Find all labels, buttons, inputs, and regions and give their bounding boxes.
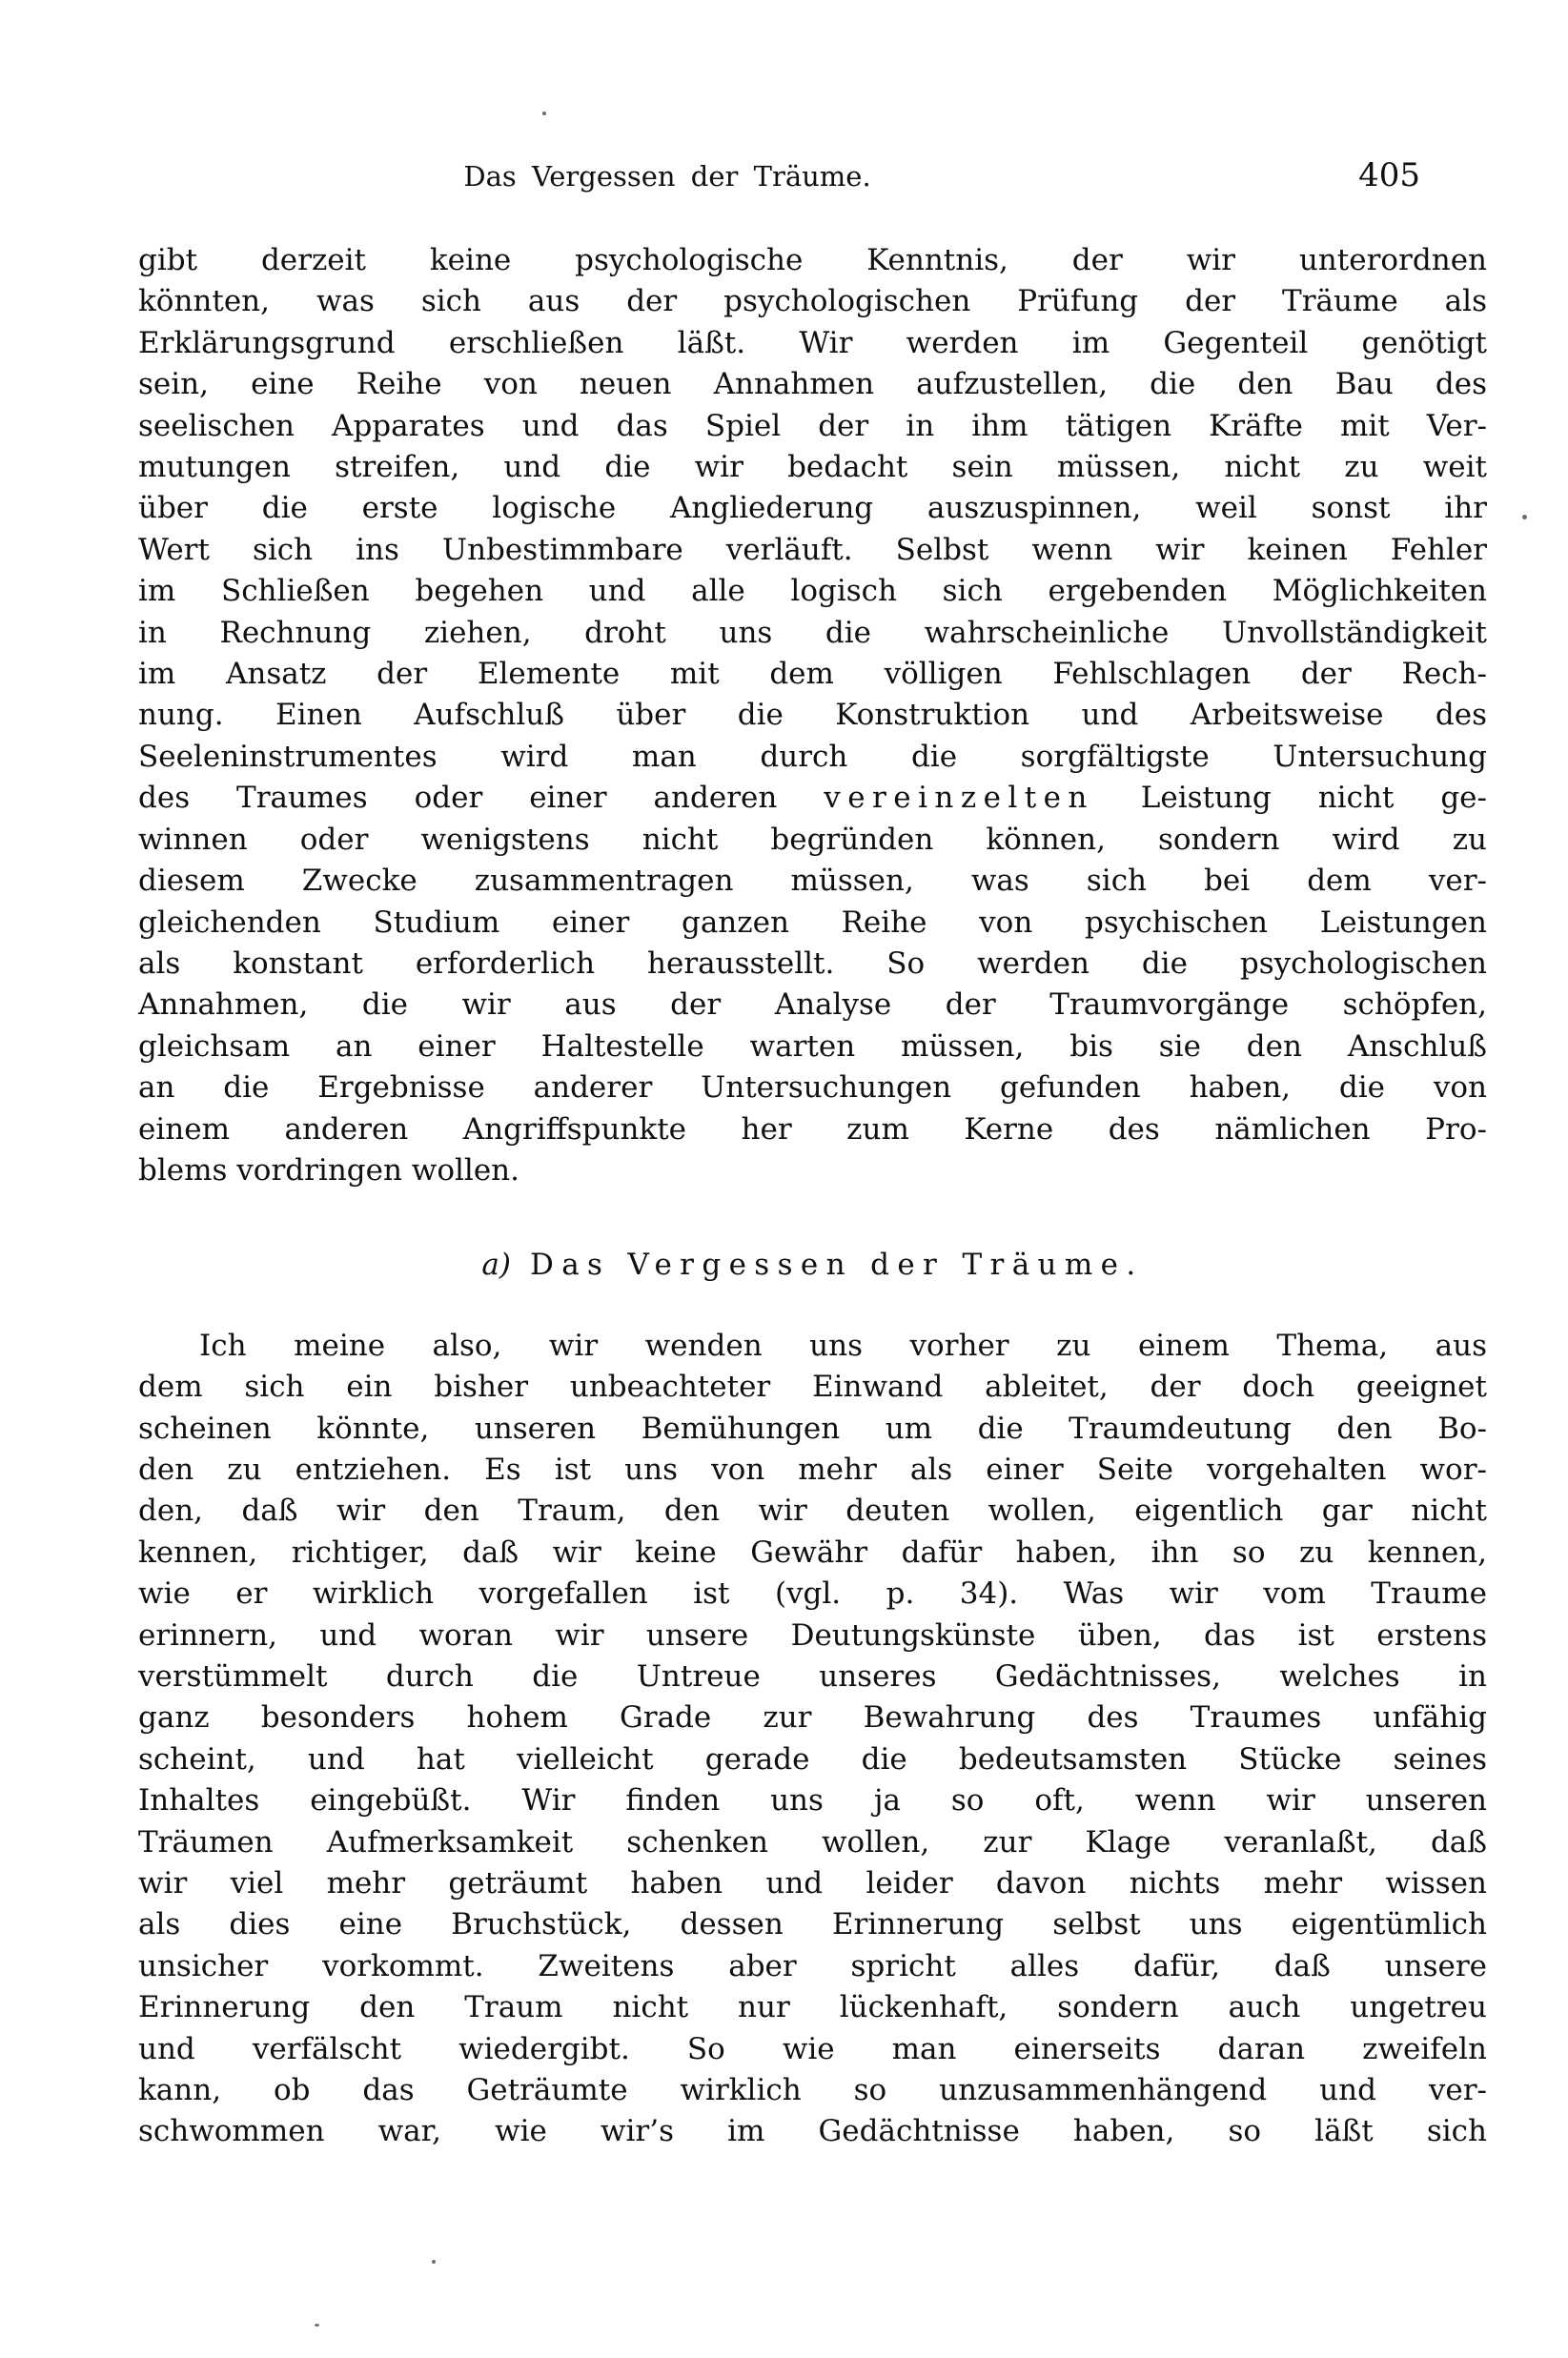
text-line: scheint, und hat vielleicht gerade die bedeutsamsten Stücke seines <box>138 1741 1487 1777</box>
text-line: mutungen streifen, und die wir bedacht sein müssen, nicht zu weit <box>138 450 1487 485</box>
text-line: Inhaltes eingebüßt. Wir finden uns ja so oft, wenn wir unseren <box>138 1783 1487 1819</box>
text-line: wir viel mehr geträumt haben und leider davon nichts mehr wissen <box>138 1866 1487 1901</box>
text-line: scheinen könnte, unseren Bemühungen um die Traumdeutung den Bo- <box>138 1411 1487 1446</box>
page-number: 405 <box>1358 156 1420 194</box>
text-line: im Schließen begehen und alle logisch sich ergebenden Möglichkeiten <box>138 574 1487 609</box>
text-line: sein, eine Reihe von neuen Annahmen aufzustellen, die den Bau des <box>138 367 1487 402</box>
text-segment: des Traumes oder einer anderen <box>138 781 825 816</box>
scan-speck <box>1522 515 1527 519</box>
text-line: Seeleninstrumentes wird man durch die sorgfältigste Untersuchung <box>138 739 1487 774</box>
text-line: könnten, was sich aus der psychologischen Prüfung der Träume als <box>138 284 1487 319</box>
text-line: kann, ob das Geträumte wirklich so unzusammenhängend und ver- <box>138 2073 1487 2108</box>
text-line: den, daß wir den Traum, den wir deuten wollen, eigentlich gar nicht <box>138 1494 1487 1529</box>
text-line: Wert sich ins Unbestimmbare verläuft. Selbst wenn wir keinen Fehler <box>138 532 1487 567</box>
text-line: an die Ergebnisse anderer Untersuchungen gefunden haben, die von <box>138 1070 1487 1106</box>
paragraph-continuation <box>138 240 1487 1191</box>
text-line: Ich meine also, wir wenden uns vorher zu einem Thema, aus <box>199 1328 1487 1363</box>
text-line: kennen, richtiger, daß wir keine Gewähr dafür haben, ihn so zu kennen, <box>138 1535 1487 1570</box>
scan-speck <box>542 112 546 115</box>
text-line: dem sich ein bisher unbeachteter Einwand ableitet, der doch geeignet <box>138 1370 1487 1405</box>
scan-speck <box>315 2324 319 2327</box>
text-line: nung. Einen Aufschluß über die Konstruktion und Arbeitsweise des <box>138 698 1487 733</box>
text-line: schwommen war, wie wir’s im Gedächtnisse haben, so läßt sich <box>138 2114 1487 2149</box>
text-line: in Rechnung ziehen, droht uns die wahrscheinliche Unvollständigkeit <box>138 615 1487 650</box>
text-line: Erinnerung den Traum nicht nur lückenhaft, sondern auch ungetreu <box>138 1990 1487 2025</box>
text-line: gleichsam an einer Haltestelle warten müssen, bis sie den Anschluß <box>138 1028 1487 1064</box>
emphasized-word: vereinzelten <box>824 781 1094 816</box>
text-line: und verfälscht wiedergibt. So wie man einerseits daran zweifeln <box>138 2031 1487 2066</box>
body-text-column <box>138 240 1487 2153</box>
text-line: unsicher vorkommt. Zweitens aber spricht alles dafür, daß unsere <box>138 1948 1487 1983</box>
text-line: ganz besonders hohem Grade zur Bewahrung des Traumes unfähig <box>138 1700 1487 1736</box>
text-line: winnen oder wenigstens nicht begründen können, sondern wird zu <box>138 822 1487 857</box>
scan-speck <box>432 2260 436 2264</box>
text-line: verstümmelt durch die Untreue unseres Gedächtnisses, welches in <box>138 1659 1487 1694</box>
running-head-title: Das Vergessen der Träume. <box>463 160 871 193</box>
text-line: einem anderen Angriffspunkte her zum Kerne des nämlichen Pro- <box>138 1111 1487 1147</box>
text-line: wie er wirklich vorgefallen ist (vgl. p. 34). Was wir vom Traume <box>138 1576 1487 1612</box>
text-line: seelischen Apparates und das Spiel der in ihm tätigen Kräfte mit Ver- <box>138 408 1487 443</box>
text-line: im Ansatz der Elemente mit dem völligen Fehlschlagen der Rech- <box>138 657 1487 692</box>
text-line: als dies eine Bruchstück, dessen Erinnerung selbst uns eigentümlich <box>138 1907 1487 1942</box>
text-line: Träumen Aufmerksamkeit schenken wollen, zur Klage veranlaßt, daß <box>138 1824 1487 1860</box>
text-segment: Leistung nicht ge- <box>1093 781 1487 816</box>
text-line: gleichenden Studium einer ganzen Reihe von psychischen Leistungen <box>138 905 1487 940</box>
text-line: Annahmen, die wir aus der Analyse der Traumvorgänge schöpfen, <box>138 987 1487 1023</box>
section-letter: a) <box>481 1248 511 1283</box>
text-line: den zu entziehen. Es ist uns von mehr als einer Seite vorgehalten wor- <box>138 1452 1487 1487</box>
text-line: blems vordringen wollen. <box>138 1152 520 1188</box>
text-line: über die erste logische Angliederung auszuspinnen, weil sonst ihr <box>138 491 1487 526</box>
section-title: Das Vergessen der Träume. <box>529 1248 1144 1283</box>
text-line: diesem Zwecke zusammentragen müssen, was sich bei dem ver- <box>138 864 1487 899</box>
section-heading <box>138 1245 1487 1286</box>
text-line <box>138 778 1487 819</box>
paragraph-main <box>138 1326 1487 2153</box>
text-line: als konstant erforderlich herausstellt. So werden die psychologischen <box>138 945 1487 981</box>
text-line: Erklärungsgrund erschließen läßt. Wir werden im Gegenteil genötigt <box>138 325 1487 360</box>
text-line: gibt derzeit keine psychologische Kenntnis, der wir unterordnen <box>138 243 1487 277</box>
text-line: erinnern, und woran wir unsere Deutungskünste üben, das ist erstens <box>138 1617 1487 1653</box>
